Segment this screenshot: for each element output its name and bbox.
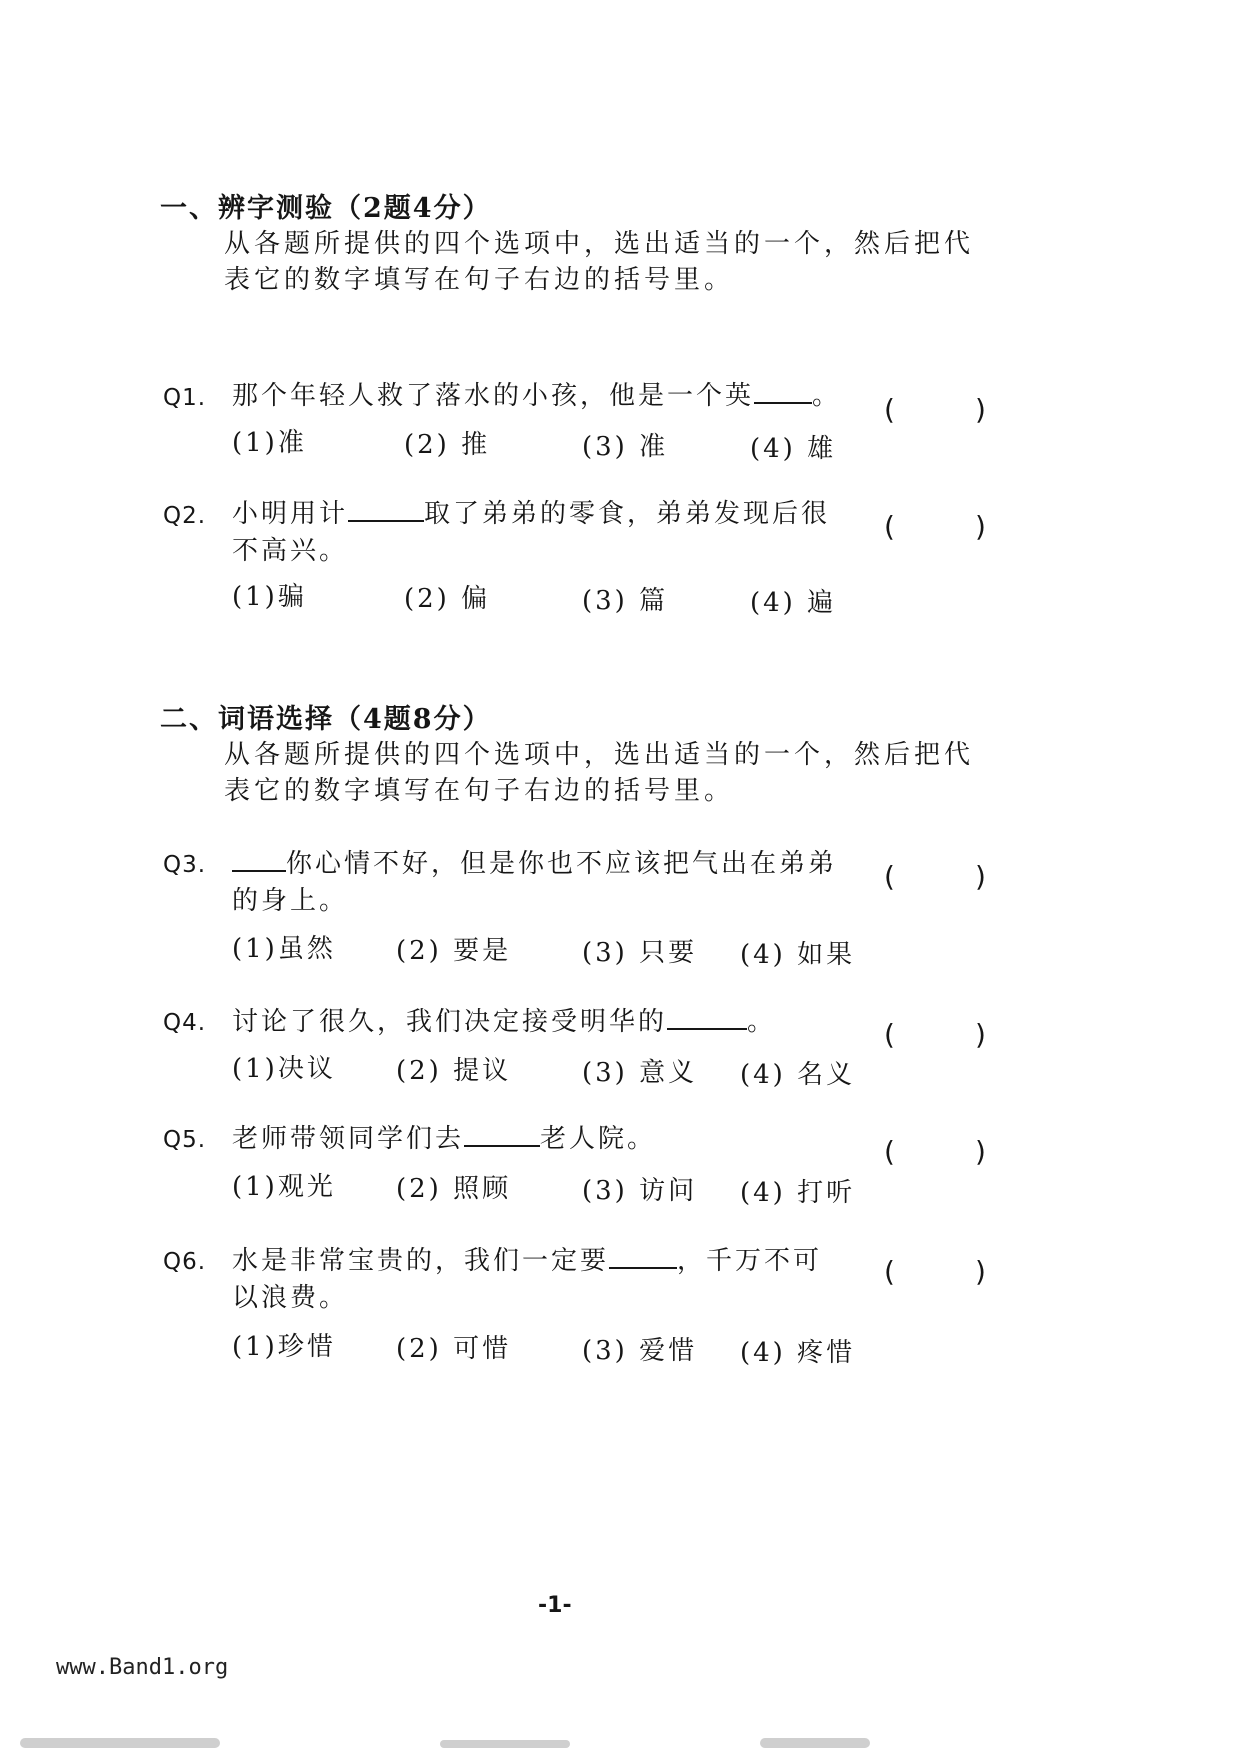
question-text [232,378,841,414]
question-text [232,1004,776,1040]
answer-bracket-close: ) [975,393,986,426]
question-text-part: 那个年轻人救了落水的小孩，他是一个英 [232,381,755,411]
question-text-part: 你心情不好，但是你也不应该把气出在弟弟 [286,849,838,879]
answer-bracket-close: ) [975,860,986,893]
answer-bracket-open: ( [884,1135,895,1168]
scan-artifact [440,1740,570,1748]
option-1: (1)观光 [232,1172,336,1202]
page-number: -1- [538,1593,572,1618]
option-3: (3) 意义 [582,1058,698,1088]
option-3: (3) 爱惜 [582,1336,698,1366]
question-text-part: 。 [747,1007,777,1037]
answer-bracket-close: ) [975,1135,986,1168]
option-4: (4) 疼惜 [740,1338,856,1368]
answer-blank [348,498,424,522]
answer-bracket-close: ) [975,1018,986,1051]
option-2: (2) 提议 [396,1056,512,1086]
question-text-line2: 的身上。 [232,886,349,916]
answer-bracket-open: ( [884,1018,895,1051]
question-text-line2: 不高兴。 [232,536,349,566]
answer-blank [754,380,812,404]
question-number: Q1. [163,385,207,411]
answer-bracket-open: ( [884,1255,895,1288]
question-number: Q2. [163,503,207,529]
answer-blank [609,1245,677,1269]
question-text [232,1243,822,1279]
question-text-line2: 以浪费。 [232,1283,349,1313]
option-2: (2) 照顾 [396,1174,512,1204]
option-3: (3) 访问 [582,1176,698,1206]
section-2-title: 二、词语选择（4题8分） [160,704,492,735]
option-2: (2) 要是 [396,936,512,966]
option-1: (1)准 [232,428,307,458]
answer-bracket-open: ( [884,510,895,543]
question-text-part: 水是非常宝贵的，我们一定要 [232,1246,610,1276]
scan-artifact [760,1738,870,1748]
question-text-part: ，千万不可 [677,1246,823,1276]
section-1-title: 一、辨字测验（2题4分） [160,193,492,224]
answer-bracket-close: ) [975,510,986,543]
question-text [232,1121,656,1157]
answer-blank [232,848,286,872]
option-4: (4) 雄 [750,434,837,464]
question-text-part: 。 [812,381,842,411]
option-1: (1)虽然 [232,934,336,964]
question-number: Q5. [163,1127,207,1153]
question-text [232,846,837,882]
option-1: (1)骗 [232,582,307,612]
answer-blank [667,1006,747,1030]
question-text-part: 老人院。 [540,1124,657,1154]
option-3: (3) 篇 [582,586,669,616]
section-2-instructions: 从各题所提供的四个选项中，选出适当的一个，然后把代表它的数字填写在句子右边的括号里。 [224,740,975,806]
option-1: (1)珍惜 [232,1332,336,1362]
option-3: (3) 只要 [582,938,698,968]
section-1-instructions: 从各题所提供的四个选项中，选出适当的一个，然后把代表它的数字填写在句子右边的括号里。 [224,229,975,295]
option-4: (4) 如果 [740,940,856,970]
scan-artifact [20,1738,220,1748]
question-number: Q3. [163,852,207,878]
option-4: (4) 名义 [740,1060,856,1090]
option-4: (4) 打听 [740,1178,856,1208]
option-2: (2) 偏 [404,584,491,614]
answer-bracket-open: ( [884,860,895,893]
question-text-part: 讨论了很久，我们决定接受明华的 [232,1007,668,1037]
option-1: (1)决议 [232,1054,336,1084]
question-text-part: 小明用计 [232,499,349,529]
question-number: Q6. [163,1249,207,1275]
footer-watermark: www.Band1.org [56,1655,229,1680]
answer-bracket-open: ( [884,393,895,426]
option-3: (3) 准 [582,432,669,462]
answer-blank [464,1123,540,1147]
option-2: (2) 推 [404,430,491,460]
question-text [232,496,830,532]
option-2: (2) 可惜 [396,1334,512,1364]
question-number: Q4. [163,1010,207,1036]
question-text-part: 取了弟弟的零食，弟弟发现后很 [424,499,831,529]
option-4: (4) 遍 [750,588,837,618]
question-text-part: 老师带领同学们去 [232,1124,465,1154]
answer-bracket-close: ) [975,1255,986,1288]
